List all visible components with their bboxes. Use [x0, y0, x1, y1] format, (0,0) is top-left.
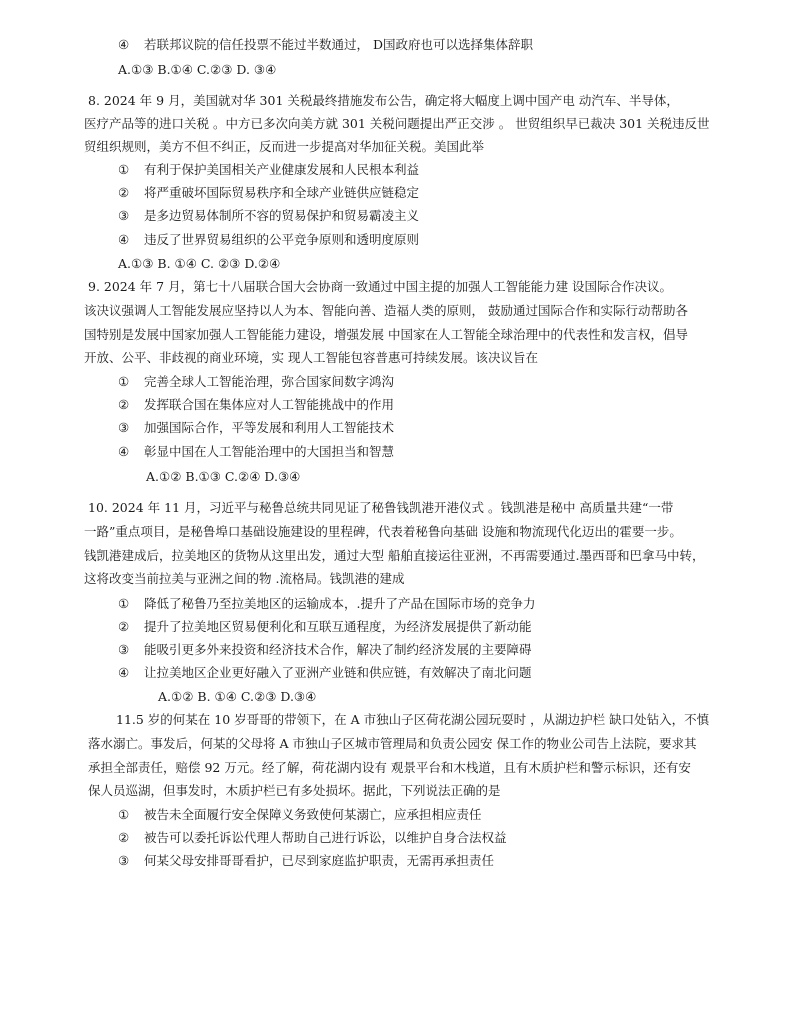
option-number: ②: [118, 397, 130, 412]
q7-option-4: [118, 36, 533, 54]
q11-stem-line-2: 落水溺亡。事发后，何某的父母将 A 市独山子区城市管理局和负责公园安 保工作的物业公司告上法院，要求其: [88, 736, 697, 751]
option-text: 被告未全面履行安全保障义务致使何某溺亡，应承担相应责任: [144, 807, 482, 822]
option-text: 让拉美地区企业更好融入了亚洲产业链和供应链，有效解决了南北问题: [144, 665, 532, 680]
option-text: 能吸引更多外来投资和经济技术合作，解决了制约经济发展的主要障碍: [144, 642, 532, 657]
option-text: 加强国际合作，平等发展和利用人工智能技术: [144, 420, 395, 435]
q10-stem-line-4: 这将改变当前拉美与亚洲之间的物 .流格局。钱凯港的建成: [84, 571, 405, 586]
option-text: 被告可以委托诉讼代理人帮助自己进行诉讼，以维护自身合法权益: [144, 830, 507, 845]
option-number: ③: [118, 853, 130, 868]
q10-option-1: [118, 595, 535, 613]
option-number: ②: [118, 185, 130, 200]
option-text: 将严重破坏国际贸易秩序和全球产业链供应链稳定: [144, 185, 420, 200]
option-number: ②: [118, 619, 130, 634]
q10-stem-line-2: 一路”重点项目，是秘鲁埠口基础设施建设的里程碑，代表着秘鲁向基础 设施和物流现代化迈出的霍要一步。: [84, 524, 682, 539]
q9-stem-line-2: 该决议强调人工智能发展应坚持以人为本、智能向善、造福人类的原则， 鼓励通过国际合作和实际行动帮助各: [84, 303, 688, 318]
option-text: 提升了拉美地区贸易便利化和互联互通程度，为经济发展提供了新动能: [144, 619, 532, 634]
option-text: 降低了秘鲁乃至拉美地区的运输成本，.提升了产品在国际市场的竞争力: [144, 596, 536, 611]
option-text: 何某父母安排哥哥看护，已尽到家庭监护职责，无需再承担责任: [144, 853, 495, 868]
q10-option-3: [118, 641, 532, 659]
option-text: 发挥联合国在集体应对人工智能挑战中的作用: [144, 397, 395, 412]
q8-option-3: [118, 207, 419, 225]
q8-stem-line-1: 8. 2024 年 9 月，美国就对华 301 关税最终措施发布公告，确定将大幅度上调中国产电 动汽车、半导体，: [88, 93, 679, 108]
option-number: ④: [118, 232, 130, 247]
option-text: 若联邦议院的信任投票不能过半数通过， D国政府也可以选择集体辞职: [144, 37, 533, 52]
option-number: ③: [118, 642, 130, 657]
q10-answer-choices: A.①② B. ①④ C.②③ D.③④: [158, 689, 317, 704]
q8-stem-line-2: 医疗产品等的进口关税 。中方已多次向美方就 301 关税问题提出严正交涉 。 世贸组织早已裁决 301 关税违反世: [84, 116, 710, 131]
option-number: ①: [118, 374, 130, 389]
q11-stem-line-1: 11.5 岁的何某在 10 岁哥哥的带领下，在 A 市独山子区荷花湖公园玩耍时 ，从湖边护栏 缺口处钻入，不慎: [116, 712, 710, 727]
q8-option-4: [118, 231, 419, 249]
q9-option-1: [118, 373, 394, 391]
option-text: 有利于保护美国相关产业健康发展和人民根本利益: [144, 162, 420, 177]
q11-stem-line-3: 承担全部责任，赔偿 92 万元。经了解，荷花湖内设有 观景平台和木栈道，且有木质护栏和警示标识，还有安: [88, 760, 691, 775]
q9-stem-line-3: 国特别是发展中国家加强人工智能能力建设，增强发展 中国家在人工智能全球治理中的代表性和发言权，倡导: [84, 327, 688, 342]
option-text: 彰显中国在人工智能治理中的大国担当和智慧: [144, 444, 395, 459]
q10-option-4: [118, 664, 532, 682]
q8-stem-line-3: 贸组织规则，美方不但不纠正，反而进一步提高对华加征关税。美国此举: [84, 139, 485, 154]
q11-option-2: [118, 829, 507, 847]
q9-stem-line-1: 9. 2024 年 7 月，第七十八届联合国大会协商一致通过中国主提的加强人工智能能力建 设国际合作决议。: [88, 279, 673, 294]
q9-option-2: [118, 396, 394, 414]
q7-answer-choices: A.①③ B.①④ C.②③ D. ③④: [118, 62, 277, 77]
option-number: ②: [118, 830, 130, 845]
option-number: ④: [118, 37, 130, 52]
q9-option-4: [118, 443, 394, 461]
q11-option-1: [118, 806, 482, 824]
option-number: ④: [118, 444, 130, 459]
option-number: ①: [118, 807, 130, 822]
option-number: ③: [118, 420, 130, 435]
q10-option-2: [118, 618, 532, 636]
q10-stem-line-1: 10. 2024 年 11 月，习近平与秘鲁总统共同见证了秘鲁钱凯港开港仪式 。钱凯港是秘中 高质量共建“一带: [88, 500, 674, 515]
option-number: ③: [118, 208, 130, 223]
q11-option-3: [118, 852, 494, 870]
q8-option-2: [118, 184, 419, 202]
option-number: ④: [118, 665, 130, 680]
q8-answer-choices: A.①③ B. ①④ C. ②③ D.②④: [118, 256, 281, 271]
option-text: 是多边贸易体制所不容的贸易保护和贸易霸凌主义: [144, 208, 420, 223]
option-text: 违反了世界贸易组织的公平竞争原则和透明度原则: [144, 232, 420, 247]
q9-answer-choices: A.①② B.①③ C.②④ D.③④: [146, 469, 301, 484]
option-text: 完善全球人工智能治理，弥合国家间数字鸿沟: [144, 374, 395, 389]
q10-stem-line-3: 钱凯港建成后，拉美地区的货物从这里出发，通过大型 船舶直接运往亚洲，不再需要通过.墨西哥和巴拿马中转，: [84, 548, 705, 563]
option-number: ①: [118, 162, 130, 177]
q11-stem-line-4: 保人员巡湖，但事发时，木质护栏已有多处损坏。据此，下列说法正确的是: [88, 783, 501, 798]
q9-option-3: [118, 419, 394, 437]
q8-option-1: [118, 161, 419, 179]
q9-stem-line-4: 开放、公平、非歧视的商业环境，实 现人工智能包容普惠可持续发展。该决议旨在: [84, 350, 538, 365]
option-number: ①: [118, 596, 130, 611]
